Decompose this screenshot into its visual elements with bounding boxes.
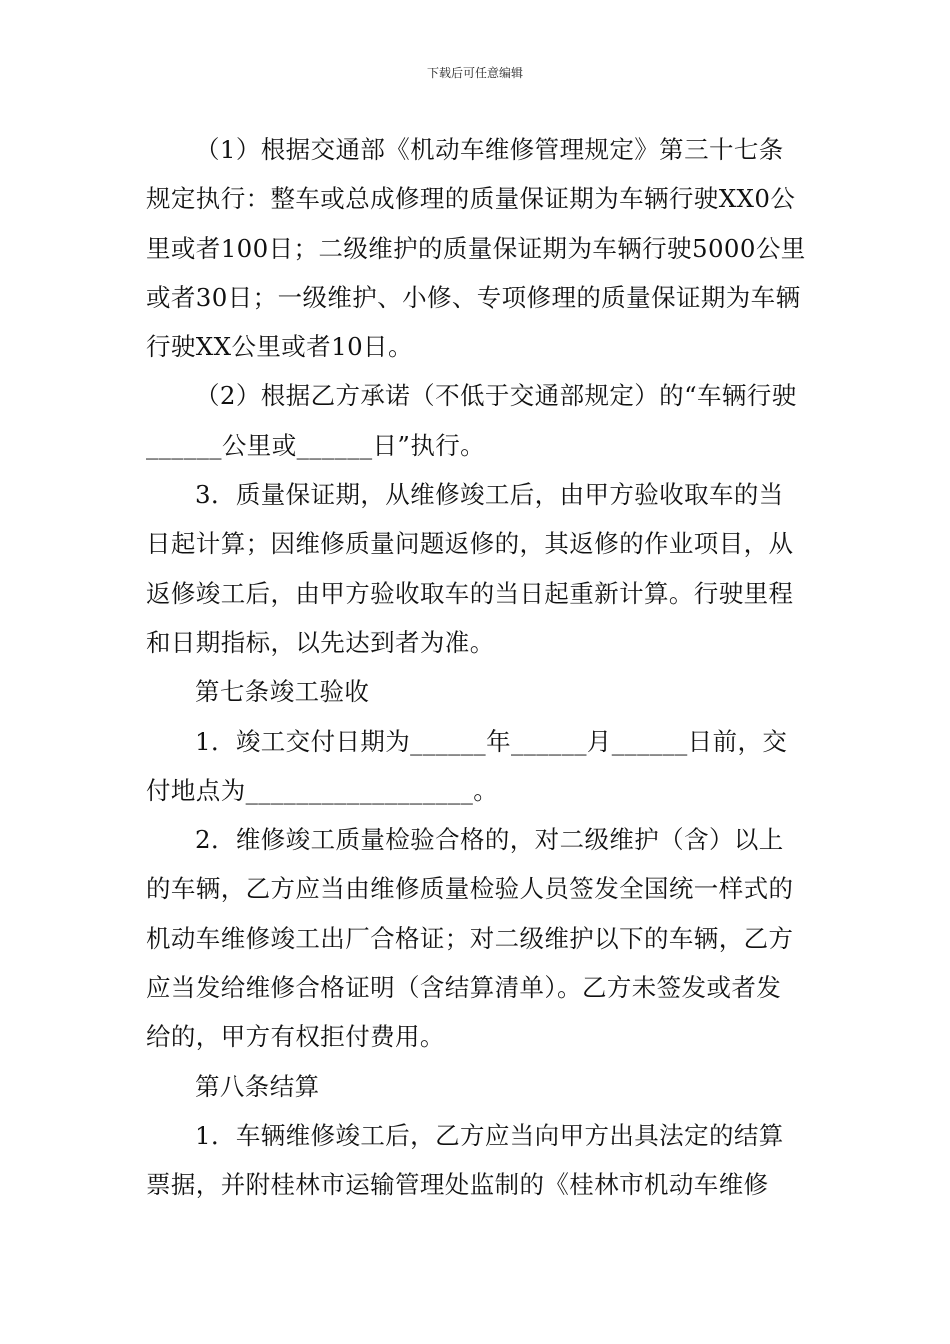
paragraph-warranty-period: 3．质量保证期，从维修竣工后，由甲方验收取车的当日起计算；因维修质量问题返修的，其返修的作业项目，从返修竣工后，由甲方验收取车的当日起重新计算。行驶里程和日期指标，以先达到者为准。 [146,480,794,657]
document-body [146,125,806,1210]
paragraph-inspection-certificate: 2．维修竣工质量检验合格的，对二级维护（含）以上的车辆，乙方应当由维修质量检验人员签发全国统一样式的机动车维修竣工出厂合格证；对二级维护以下的车辆，乙方应当发给维修合格证明（含结算清单）。乙方未签发或者发给的，甲方有权拒付费用。 [146,825,794,1052]
paragraph-warranty-rule-2: （2）根据乙方承诺（不低于交通部规定）的“车辆行驶______公里或______日”执行。 [146,381,797,460]
paragraph-settlement: 1．车辆维修竣工后，乙方应当向甲方出具法定的结算票据，并附桂林市运输管理处监制的《桂林市机动车维修 [146,1120,784,1200]
paragraph-warranty-rule-1: （1）根据交通部《机动车维修管理规定》第三十七条规定执行：整车或总成修理的质量保证期为车辆行驶XX0公里或者100日；二级维护的质量保证期为车辆行驶5000公里或者30日；一级维护、小修、专项修理的质量保证期为车辆行驶XX公里或者10日。 [146,135,806,362]
section-heading-article-8: 第八条结算 [195,1071,320,1101]
section-heading-article-7: 第七条竣工验收 [195,677,370,707]
paragraph-delivery-date: 1．竣工交付日期为______年______月______日前，交付地点为__________________。 [146,726,788,805]
page-header: 下载后可任意编辑 [426,66,523,80]
